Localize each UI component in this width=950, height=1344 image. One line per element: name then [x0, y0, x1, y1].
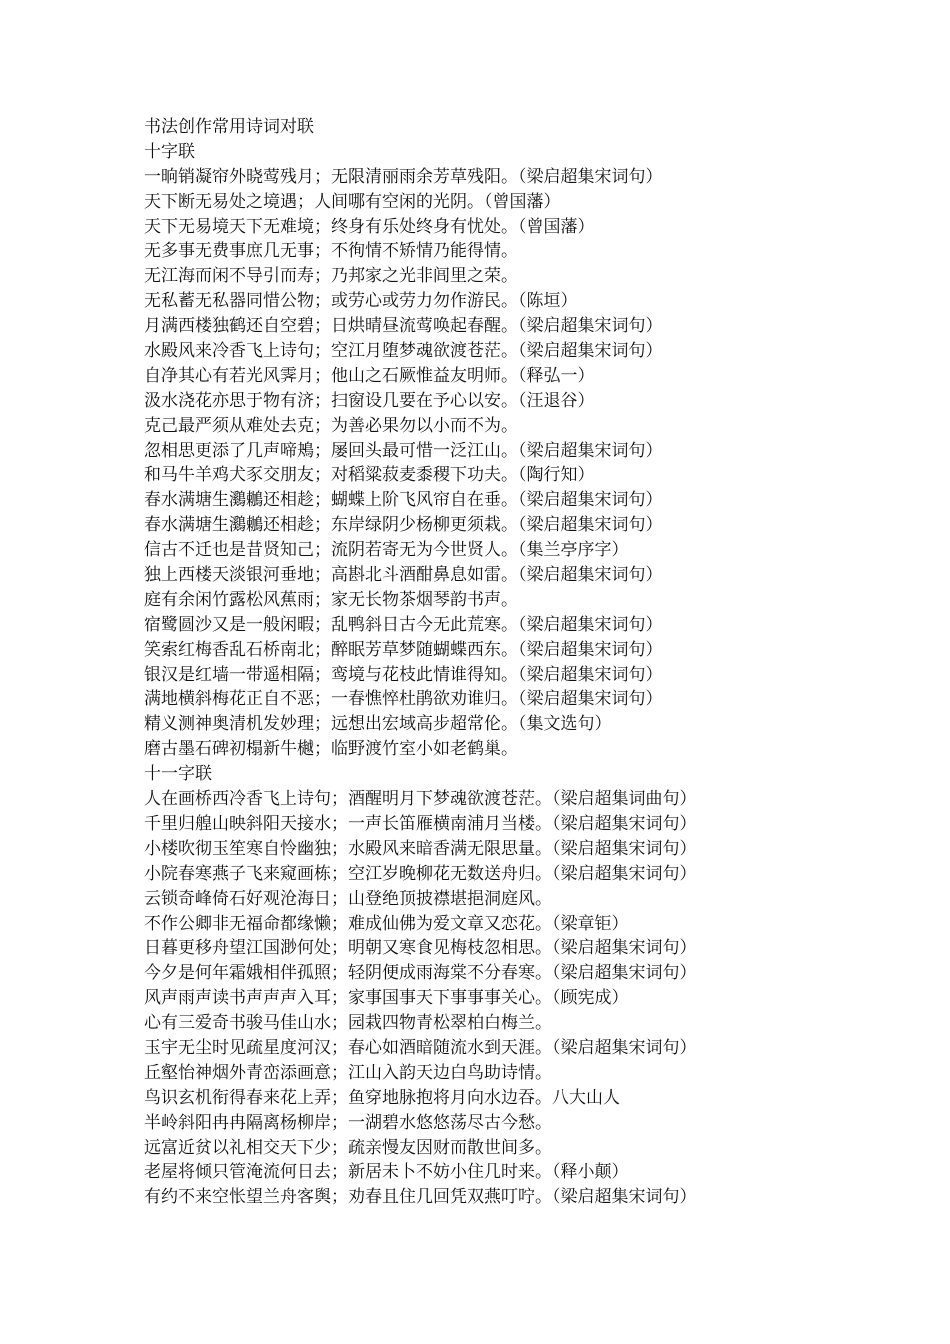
- couplet-line: 宿鹭圆沙又是一般闲暇；乱鸭斜日古今无此荒寒。（梁启超集宋词句）: [144, 614, 663, 635]
- couplet-line: 千里归艎山映斜阳天接水；一声长笛雁横南浦月当楼。（梁启超集宋词句）: [144, 813, 697, 834]
- couplet-line: 一晌销凝帘外晓莺残月；无限清丽雨余芳草残阳。（梁启超集宋词句）: [144, 166, 663, 187]
- couplet-line: 自净其心有若光风霁月；他山之石厥惟益友明师。（释弘一）: [144, 365, 595, 386]
- couplet-line: 春水满塘生鸂鶒还相趁；蝴蝶上阶飞风帘自在垂。（梁启超集宋词句）: [144, 490, 663, 511]
- couplet-line: 和马牛羊鸡犬豕交朋友；对稻粱菽麦黍稷下功夫。（陶行知）: [144, 465, 595, 486]
- couplet-line: 满地横斜梅花正自不恶；一春憔悴杜鹃欲劝谁归。（梁启超集宋词句）: [144, 689, 663, 710]
- couplet-line: 磨古墨石碑初榻新牛樾；临野渡竹室小如老鹤巢。: [144, 739, 518, 760]
- document-title: 书法创作常用诗词对联: [144, 117, 314, 137]
- section-heading: 十字联: [144, 141, 195, 162]
- couplet-line: 丘壑怡神烟外青峦添画意；江山入韵天边白鸟助诗情。: [144, 1062, 552, 1083]
- couplet-line: 信古不迁也是昔贤知己；流阴若寄无为今世贤人。（集兰亭序字）: [144, 540, 629, 561]
- couplet-line: 天下无易境天下无难境；终身有乐处终身有忧处。（曾国藩）: [144, 216, 595, 237]
- couplet-line: 风声雨声读书声声声入耳；家事国事天下事事事关心。（顾宪成）: [144, 988, 629, 1009]
- couplet-line: 半岭斜阳冉冉隔离杨柳岸；一湖碧水悠悠荡尽古今愁。: [144, 1112, 552, 1133]
- couplet-line: 老屋将倾只管淹流何日去；新居未卜不妨小住几时来。（释小颠）: [144, 1162, 629, 1183]
- couplet-line: 笑索红梅香乱石桥南北；醉眠芳草梦随蝴蝶西东。（梁启超集宋词句）: [144, 639, 663, 660]
- couplet-line: 人在画桥西冷香飞上诗句；酒醒明月下梦魂欲渡苍茫。（梁启超集词曲句）: [144, 789, 697, 810]
- couplet-line: 精义测神奥清机发妙理；远想出宏域高步超常伦。（集文选句）: [144, 714, 612, 735]
- couplet-line: 远富近贫以礼相交天下少；疏亲慢友因财而散世间多。: [144, 1137, 552, 1158]
- document-sections: [144, 140, 934, 1210]
- couplet-line: 不作公卿非无福命都缘懒；难成仙佛为爱文章又恋花。（梁章钜）: [144, 913, 629, 934]
- couplet-line: 小楼吹彻玉笙寒自怜幽独；水殿风来暗香满无限思量。（梁启超集宋词句）: [144, 838, 697, 859]
- couplet-line: 今夕是何年霜娥相伴孤照；轻阴便成雨海棠不分春寒。（梁启超集宋词句）: [144, 963, 697, 984]
- couplet-line: 有约不来空怅望兰舟客舆；劝春且住几回凭双燕叮咛。（梁启超集宋词句）: [144, 1187, 697, 1208]
- document-body: [144, 115, 934, 1210]
- couplet-line: 汲水浇花亦思于物有济；扫窗设几要在予心以安。（汪退谷）: [144, 390, 595, 411]
- couplet-line: 天下断无易处之境遇；人间哪有空闲的光阴。（曾国藩）: [144, 191, 561, 212]
- couplet-line: 鸟识玄机衔得春来花上弄；鱼穿地脉抱将月向水边吞。八大山人: [144, 1087, 620, 1108]
- section-heading: 十一字联: [144, 764, 212, 785]
- couplet-line: 忽相思更添了几声啼鴂；屡回头最可惜一泛江山。（梁启超集宋词句）: [144, 440, 663, 461]
- couplet-line: 克己最严须从难处去克；为善必果勿以小而不为。: [144, 415, 518, 436]
- couplet-line: 小院春寒燕子飞来窥画栋；空江岁晚柳花无数送舟归。（梁启超集宋词句）: [144, 863, 697, 884]
- couplet-line: 玉宇无尘时见疏星度河汉；春心如酒暗随流水到天涯。（梁启超集宋词句）: [144, 1037, 697, 1058]
- couplet-line: 无多事无费事庶几无事；不徇情不矫情乃能得情。: [144, 241, 518, 262]
- couplet-line: 春水满塘生鸂鶒还相趁；东岸绿阴少杨柳更须栽。（梁启超集宋词句）: [144, 515, 663, 536]
- couplet-line: 日暮更移舟望江国渺何处；明朝又寒食见梅枝忽相思。（梁启超集宋词句）: [144, 938, 697, 959]
- couplet-line: 银汉是红墙一带遥相隔；鸾境与花枝此情谁得知。（梁启超集宋词句）: [144, 664, 663, 685]
- couplet-line: 无江海而闲不导引而寿；乃邦家之光非闾里之荣。: [144, 266, 518, 287]
- couplet-line: 水殿风来冷香飞上诗句；空江月堕梦魂欲渡苍茫。（梁启超集宋词句）: [144, 341, 663, 362]
- couplet-line: 心有三爱奇书骏马佳山水；园栽四物青松翠柏白梅兰。: [144, 1013, 552, 1034]
- couplet-line: 庭有余闲竹露松风蕉雨；家无长物茶烟琴韵书声。: [144, 589, 518, 610]
- couplet-line: 云锁奇峰倚石好观沧海日；山登绝顶披襟堪挹洞庭风。: [144, 888, 552, 909]
- couplet-line: 独上西楼天淡银河垂地；高斟北斗酒酣鼻息如雷。（梁启超集宋词句）: [144, 565, 663, 586]
- couplet-line: 无私蓄无私器同惜公物；或劳心或劳力勿作游民。（陈垣）: [144, 291, 578, 312]
- couplet-line: 月满西楼独鹤还自空碧；日烘晴昼流莺唤起春醒。（梁启超集宋词句）: [144, 316, 663, 337]
